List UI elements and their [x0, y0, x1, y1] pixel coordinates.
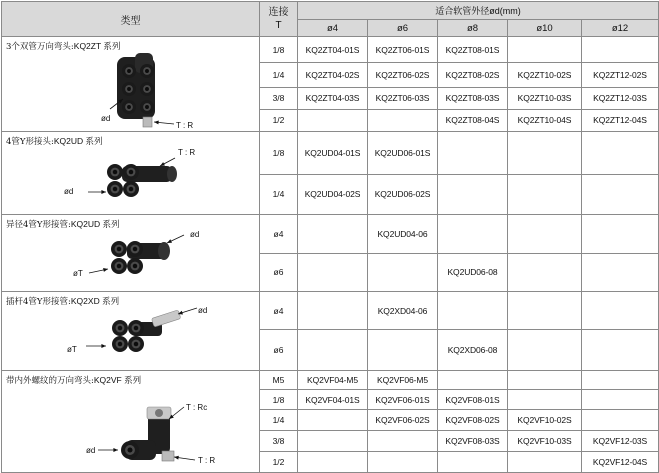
fitting-series: KQ2ZT 系列	[73, 41, 121, 51]
model-cell: KQ2VF12-04S	[582, 451, 659, 472]
model-cell: KQ2ZT08-01S	[438, 37, 508, 63]
od-label: ød	[198, 306, 208, 315]
model-cell	[582, 410, 659, 430]
model-cell	[508, 390, 582, 410]
thread-label: øT	[67, 345, 77, 354]
fitting-type-title	[2, 132, 259, 147]
fitting-type-cell	[2, 132, 260, 215]
thread-label: øT	[73, 269, 83, 278]
fitting-illustration	[2, 146, 257, 214]
model-cell: KQ2UD04-01S	[298, 132, 368, 175]
model-cell	[368, 330, 438, 371]
connection-cell: 1/8	[260, 390, 298, 410]
table-row	[2, 215, 659, 254]
model-cell	[582, 371, 659, 390]
model-cell: KQ2ZT12-02S	[582, 63, 659, 87]
model-cell	[508, 451, 582, 472]
model-cell	[438, 174, 508, 215]
model-cell	[368, 430, 438, 451]
model-cell: KQ2UD06-08	[438, 253, 508, 292]
fitting-type-cell	[2, 215, 260, 292]
model-cell	[298, 292, 368, 330]
model-cell	[582, 330, 659, 371]
connection-cell: 3/8	[260, 430, 298, 451]
model-cell: KQ2ZT04-03S	[298, 87, 368, 109]
model-cell	[298, 410, 368, 430]
model-cell: KQ2VF06-M5	[368, 371, 438, 390]
fitting-type-title	[2, 37, 259, 52]
thread-label: T : R	[176, 121, 194, 130]
header-size: ø10	[508, 20, 582, 37]
header-size: ø4	[298, 20, 368, 37]
model-cell: KQ2UD06-02S	[368, 174, 438, 215]
fitting-spec-table	[1, 1, 659, 473]
model-cell	[438, 132, 508, 175]
model-cell: KQ2ZT06-02S	[368, 63, 438, 87]
table-row	[2, 132, 659, 175]
model-cell	[438, 215, 508, 254]
model-cell	[582, 390, 659, 410]
fitting-series: KQ2UD 系列	[53, 136, 103, 146]
fitting-type-name: 插杆4管Y形接管:	[6, 297, 71, 307]
connection-cell: M5	[260, 371, 298, 390]
thread-rc-label: T : Rc	[186, 403, 208, 412]
model-cell	[368, 451, 438, 472]
model-cell	[298, 253, 368, 292]
model-cell	[508, 174, 582, 215]
model-cell: KQ2VF12-03S	[582, 430, 659, 451]
connection-cell: 1/4	[260, 174, 298, 215]
model-cell: KQ2ZT04-01S	[298, 37, 368, 63]
connection-cell: ø6	[260, 330, 298, 371]
fitting-illustration	[2, 306, 257, 370]
fitting-type-name: 带内外螺纹的万向弯头:	[6, 376, 94, 386]
model-cell	[368, 253, 438, 292]
model-cell: KQ2ZT04-02S	[298, 63, 368, 87]
model-cell: KQ2ZT10-04S	[508, 109, 582, 131]
model-cell	[582, 292, 659, 330]
model-cell: KQ2ZT06-01S	[368, 37, 438, 63]
model-cell	[582, 37, 659, 63]
fitting-type-cell	[2, 371, 260, 473]
header-size: ø12	[582, 20, 659, 37]
model-cell	[298, 330, 368, 371]
connection-cell: ø4	[260, 292, 298, 330]
fitting-series: KQ2UD 系列	[70, 219, 120, 229]
thread-label: T : R	[198, 456, 216, 465]
model-cell: KQ2ZT06-03S	[368, 87, 438, 109]
model-cell	[508, 371, 582, 390]
model-cell	[582, 132, 659, 175]
connection-cell: 3/8	[260, 87, 298, 109]
model-cell	[298, 109, 368, 131]
model-cell: KQ2VF08-01S	[438, 390, 508, 410]
table-row	[2, 371, 659, 390]
model-cell	[508, 253, 582, 292]
header-tube-od: 适合软管外径ød(mm)	[298, 2, 659, 20]
connection-cell: 1/8	[260, 132, 298, 175]
connection-cell: ø6	[260, 253, 298, 292]
header-connection-sub: T	[275, 20, 282, 31]
model-cell: KQ2VF04-01S	[298, 390, 368, 410]
model-cell: KQ2VF08-03S	[438, 430, 508, 451]
fitting-type-title	[2, 292, 259, 307]
header-type: 类型	[2, 2, 260, 37]
connection-cell: ø4	[260, 215, 298, 254]
model-cell: KQ2VF06-02S	[368, 410, 438, 430]
table-body	[2, 37, 659, 473]
fitting-type-cell	[2, 292, 260, 371]
model-cell: KQ2ZT10-02S	[508, 63, 582, 87]
fitting-series: KQ2XD 系列	[70, 296, 120, 306]
model-cell	[508, 292, 582, 330]
model-cell: KQ2ZT08-03S	[438, 87, 508, 109]
header-connection	[260, 2, 298, 37]
fitting-type-title	[2, 215, 259, 230]
model-cell: KQ2ZT12-03S	[582, 87, 659, 109]
model-cell: KQ2UD04-02S	[298, 174, 368, 215]
model-cell: KQ2VF06-01S	[368, 390, 438, 410]
model-cell: KQ2ZT08-04S	[438, 109, 508, 131]
model-cell	[438, 371, 508, 390]
model-cell: KQ2VF08-02S	[438, 410, 508, 430]
header-connection-label: 连接	[268, 7, 289, 18]
model-cell: KQ2VF10-02S	[508, 410, 582, 430]
model-cell: KQ2UD04-06	[368, 215, 438, 254]
connection-cell: 1/2	[260, 451, 298, 472]
od-label: ød	[86, 446, 96, 455]
header-size: ø6	[368, 20, 438, 37]
model-cell	[368, 109, 438, 131]
model-cell: KQ2XD04-06	[368, 292, 438, 330]
fitting-type-cell	[2, 37, 260, 132]
od-label: ød	[190, 230, 200, 239]
fitting-type-name: 3个双管万向弯头:	[6, 42, 74, 52]
od-label: ød	[101, 114, 111, 123]
model-cell	[298, 430, 368, 451]
fitting-illustration	[2, 51, 257, 131]
thread-label: T : R	[178, 148, 196, 157]
model-cell	[508, 37, 582, 63]
model-cell: KQ2ZT08-02S	[438, 63, 508, 87]
model-cell	[438, 451, 508, 472]
fitting-illustration	[2, 385, 257, 472]
model-cell	[582, 174, 659, 215]
connection-cell: 1/4	[260, 63, 298, 87]
header-size: ø8	[438, 20, 508, 37]
fitting-type-name: 异径4管Y形接管:	[6, 220, 71, 230]
model-cell	[438, 292, 508, 330]
od-label: ød	[64, 187, 74, 196]
fitting-type-name: 4管Y形接头:	[6, 137, 54, 147]
fitting-illustration	[2, 229, 257, 291]
model-cell	[298, 215, 368, 254]
model-cell: KQ2UD06-01S	[368, 132, 438, 175]
fitting-series: KQ2VF 系列	[93, 375, 142, 385]
connection-cell: 1/4	[260, 410, 298, 430]
model-cell	[582, 253, 659, 292]
model-cell	[508, 132, 582, 175]
table-row	[2, 37, 659, 63]
connection-cell: 1/8	[260, 37, 298, 63]
table-row	[2, 292, 659, 330]
fitting-type-title	[2, 371, 259, 386]
model-cell	[298, 451, 368, 472]
connection-cell: 1/2	[260, 109, 298, 131]
model-cell	[508, 215, 582, 254]
model-cell	[508, 330, 582, 371]
model-cell: KQ2ZT12-04S	[582, 109, 659, 131]
model-cell: KQ2XD06-08	[438, 330, 508, 371]
model-cell: KQ2ZT10-03S	[508, 87, 582, 109]
model-cell: KQ2VF10-03S	[508, 430, 582, 451]
model-cell	[582, 215, 659, 254]
model-cell: KQ2VF04-M5	[298, 371, 368, 390]
